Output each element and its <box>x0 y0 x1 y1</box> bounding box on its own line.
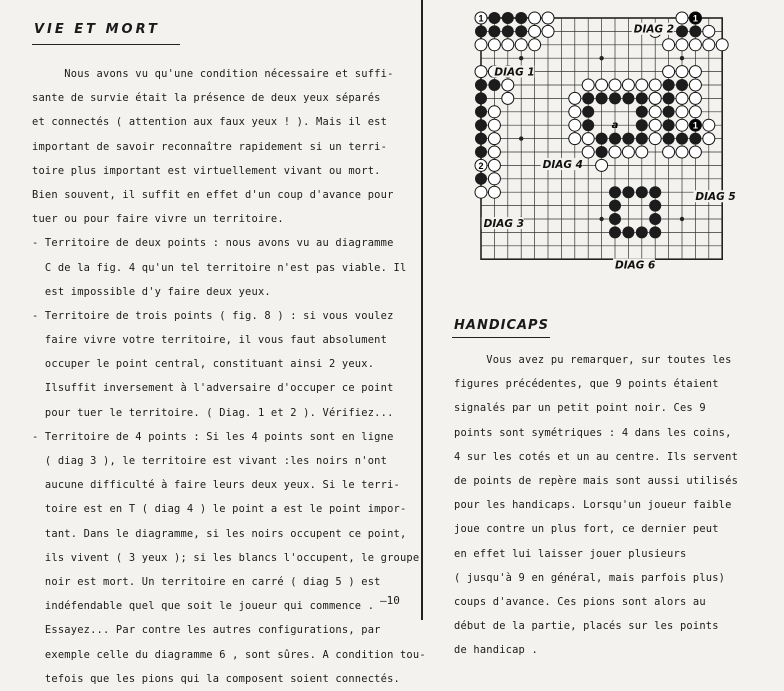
white-stone <box>569 133 581 145</box>
white-stone <box>622 79 634 91</box>
black-stone <box>636 106 648 118</box>
text-line: exemple celle du diagramme 6 , sont sûres. A condition tou- <box>32 648 426 661</box>
black-stone <box>582 119 594 131</box>
move-number: 1 <box>692 120 698 131</box>
text-line: occuper le point central, constituant ainsi 2 yeux. <box>32 358 375 371</box>
text-line: Essayez... Par contre les autres configurations, par <box>32 624 381 637</box>
black-stone <box>636 133 648 145</box>
black-stone <box>663 92 675 104</box>
white-stone <box>676 39 688 51</box>
text-line: pour tuer le territoire. ( Diag. 1 et 2 ). Vérifiez... <box>32 406 394 419</box>
text-line: tant. Dans le diagramme, si les noirs occupent ce point, <box>32 527 407 540</box>
white-stone <box>689 39 701 51</box>
text-line: figures précédentes, que 9 points étaient <box>454 378 719 391</box>
text-line: indéfendable quel que soit le joueur qui commence . <box>32 600 375 613</box>
white-stone <box>703 25 715 37</box>
white-stone <box>488 146 500 158</box>
white-stone <box>542 12 554 24</box>
black-stone <box>596 133 608 145</box>
white-stone <box>502 79 514 91</box>
white-stone <box>676 12 688 24</box>
text-line: - Territoire de trois points ( fig. 8 ) : si vous voulez <box>32 309 394 322</box>
text-line: et connectés ( attention aux faux yeux ! ). Mais il est <box>32 116 388 129</box>
text-line: en effet lui laisser jouer plusieurs <box>454 547 687 560</box>
text-line: sante de survie était la présence de deux yeux séparés <box>32 92 381 105</box>
black-stone <box>609 92 621 104</box>
white-stone <box>676 146 688 158</box>
white-stone <box>488 133 500 145</box>
black-stone <box>636 226 648 238</box>
white-stone <box>569 92 581 104</box>
black-stone <box>488 79 500 91</box>
white-stone <box>475 186 487 198</box>
black-stone <box>502 12 514 24</box>
white-stone <box>689 66 701 78</box>
move-number: 1 <box>692 13 698 24</box>
text-line: toire plus important est virtuellement vivant ou mort. <box>32 164 381 177</box>
text-line: signalés par un petit point noir. Ces 9 <box>454 402 706 415</box>
white-stone <box>488 186 500 198</box>
white-stone <box>529 39 541 51</box>
diag-label: DIAG 5 <box>695 191 736 204</box>
black-stone <box>689 25 701 37</box>
black-stone <box>689 133 701 145</box>
handicaps-underline <box>452 337 550 338</box>
hoshi-point <box>599 56 603 60</box>
black-stone <box>636 186 648 198</box>
white-stone <box>703 39 715 51</box>
white-stone <box>663 39 675 51</box>
white-stone <box>488 106 500 118</box>
page-number: —10 <box>380 594 400 607</box>
black-stone <box>488 25 500 37</box>
diag-label: DIAG 3 <box>483 218 525 231</box>
white-stone <box>689 146 701 158</box>
title-underline <box>32 44 180 45</box>
white-stone <box>636 146 648 158</box>
white-stone <box>676 119 688 131</box>
white-stone <box>582 146 594 158</box>
hoshi-point <box>519 136 523 140</box>
white-stone <box>502 39 514 51</box>
black-stone <box>515 12 527 24</box>
black-stone <box>475 119 487 131</box>
text-line: 4 sur les cotés et un au centre. Ils servent <box>454 450 739 463</box>
text-line: C de la fig. 4 qu'un tel territoire n'est pas viable. Il <box>32 261 407 274</box>
white-stone <box>582 79 594 91</box>
black-stone <box>582 92 594 104</box>
black-stone <box>475 106 487 118</box>
black-stone <box>609 186 621 198</box>
white-stone <box>716 39 728 51</box>
text-line: toire est en T ( diag 4 ) le point a est le point impor- <box>32 503 407 516</box>
text-line: noir est mort. Un territoire en carré ( diag 5 ) est <box>32 575 381 588</box>
black-stone <box>663 79 675 91</box>
white-stone <box>676 66 688 78</box>
hoshi-point <box>519 56 523 60</box>
black-stone <box>622 226 634 238</box>
move-number: 1 <box>478 13 484 24</box>
white-stone <box>569 106 581 118</box>
white-stone <box>649 133 661 145</box>
hoshi-point <box>680 56 684 60</box>
text-line: ( diag 3 ), le territoire est vivant :les noirs n'ont <box>32 455 388 467</box>
white-stone <box>609 146 621 158</box>
black-stone <box>515 25 527 37</box>
black-stone <box>475 146 487 158</box>
white-stone <box>488 39 500 51</box>
text-line: de points de repère mais sont aussi utilisés <box>454 474 739 487</box>
black-stone <box>649 200 661 212</box>
white-stone <box>703 119 715 131</box>
diag-label: DIAG 2 <box>633 23 675 36</box>
white-stone <box>663 66 675 78</box>
black-stone <box>609 226 621 238</box>
black-stone <box>676 25 688 37</box>
diag-label: DIAG 6 <box>615 259 656 272</box>
black-stone <box>663 106 675 118</box>
text-line: - Territoire de deux points : nous avons vu au diagramme <box>32 237 394 250</box>
text-line: Ilsuffit inversement à l'adversaire d'occuper ce point <box>32 382 394 395</box>
black-stone <box>649 186 661 198</box>
left-body-text <box>32 62 426 691</box>
black-stone <box>609 213 621 225</box>
text-line: pour les handicaps. Lorsqu'un joueur faible <box>454 499 732 512</box>
hoshi-point <box>599 217 603 221</box>
section-title-vie-et-mort: VIE ET MORT <box>34 22 160 37</box>
white-stone <box>475 39 487 51</box>
text-line: aucune difficulté à faire leurs deux yeux. Si le terri- <box>32 479 400 492</box>
text-line: Nous avons vu qu'une condition nécessaire et suffi- <box>32 68 394 80</box>
go-board-diagram <box>474 8 736 286</box>
diag-label: DIAG 1 <box>494 66 535 79</box>
white-stone <box>689 92 701 104</box>
text-line: est impossible d'y faire deux yeux. <box>32 285 271 298</box>
white-stone <box>542 25 554 37</box>
black-stone <box>622 186 634 198</box>
black-stone <box>649 226 661 238</box>
right-body-text <box>454 348 776 662</box>
black-stone <box>502 25 514 37</box>
black-stone <box>596 92 608 104</box>
white-stone <box>676 92 688 104</box>
white-stone <box>488 173 500 185</box>
text-line: de handicap . <box>454 644 538 657</box>
black-stone <box>663 119 675 131</box>
text-line: joue contre un plus fort, ce dernier peut <box>454 523 719 536</box>
move-number: 2 <box>478 160 484 171</box>
white-stone <box>569 119 581 131</box>
white-stone <box>475 66 487 78</box>
text-line: ( jusqu'à 9 en général, mais parfois plus) <box>454 571 726 584</box>
white-stone <box>689 79 701 91</box>
black-stone <box>475 79 487 91</box>
white-stone <box>689 106 701 118</box>
black-stone <box>663 133 675 145</box>
section-title-handicaps: HANDICAPS <box>454 318 549 333</box>
black-stone <box>676 79 688 91</box>
text-line: tuer ou pour faire vivre un territoire. <box>32 213 284 226</box>
text-line: faire vivre votre territoire, il vous faut absolument <box>32 334 388 347</box>
black-stone <box>475 92 487 104</box>
white-stone <box>649 106 661 118</box>
book-spine <box>421 0 423 620</box>
black-stone <box>609 133 621 145</box>
right-page <box>424 0 784 657</box>
black-stone <box>475 133 487 145</box>
text-line: début de la partie, placés sur les points <box>454 620 719 633</box>
text-line: ils vivent ( 3 yeux ); si les blancs l'occupent, le groupe <box>32 551 420 564</box>
black-stone <box>582 106 594 118</box>
text-line: important de savoir reconnaître rapidement si un terri- <box>32 140 388 153</box>
white-stone <box>703 133 715 145</box>
white-stone <box>515 39 527 51</box>
black-stone <box>649 213 661 225</box>
text-line: points sont symétriques : 4 dans les coins, <box>454 426 732 439</box>
black-stone <box>622 92 634 104</box>
black-stone <box>596 146 608 158</box>
white-stone <box>622 146 634 158</box>
white-stone <box>663 146 675 158</box>
diag-label: DIAG 4 <box>542 159 583 172</box>
white-stone <box>649 119 661 131</box>
white-stone <box>488 159 500 171</box>
black-stone <box>488 12 500 24</box>
white-stone <box>596 159 608 171</box>
white-stone <box>529 25 541 37</box>
white-stone <box>529 12 541 24</box>
white-stone <box>609 79 621 91</box>
text-line: tefois que les pions qui la composent soient connectés. <box>32 672 400 685</box>
text-line: Vous avez pu remarquer, sur toutes les <box>454 354 732 366</box>
hoshi-point <box>680 217 684 221</box>
black-stone <box>475 173 487 185</box>
white-stone <box>676 106 688 118</box>
white-stone <box>488 119 500 131</box>
white-stone <box>636 79 648 91</box>
point-a-label: a <box>611 120 619 132</box>
black-stone <box>676 133 688 145</box>
text-line: Bien souvent, il suffit en effet d'un coup d'avance pour <box>32 188 394 201</box>
text-line: - Territoire de 4 points : Si les 4 points sont en ligne <box>32 430 394 443</box>
black-stone <box>609 200 621 212</box>
white-stone <box>649 79 661 91</box>
white-stone <box>502 92 514 104</box>
black-stone <box>636 119 648 131</box>
white-stone <box>582 133 594 145</box>
black-stone <box>475 25 487 37</box>
black-stone <box>622 133 634 145</box>
white-stone <box>596 79 608 91</box>
white-stone <box>649 92 661 104</box>
text-line: coups d'avance. Ces pions sont alors au <box>454 595 706 608</box>
black-stone <box>636 92 648 104</box>
